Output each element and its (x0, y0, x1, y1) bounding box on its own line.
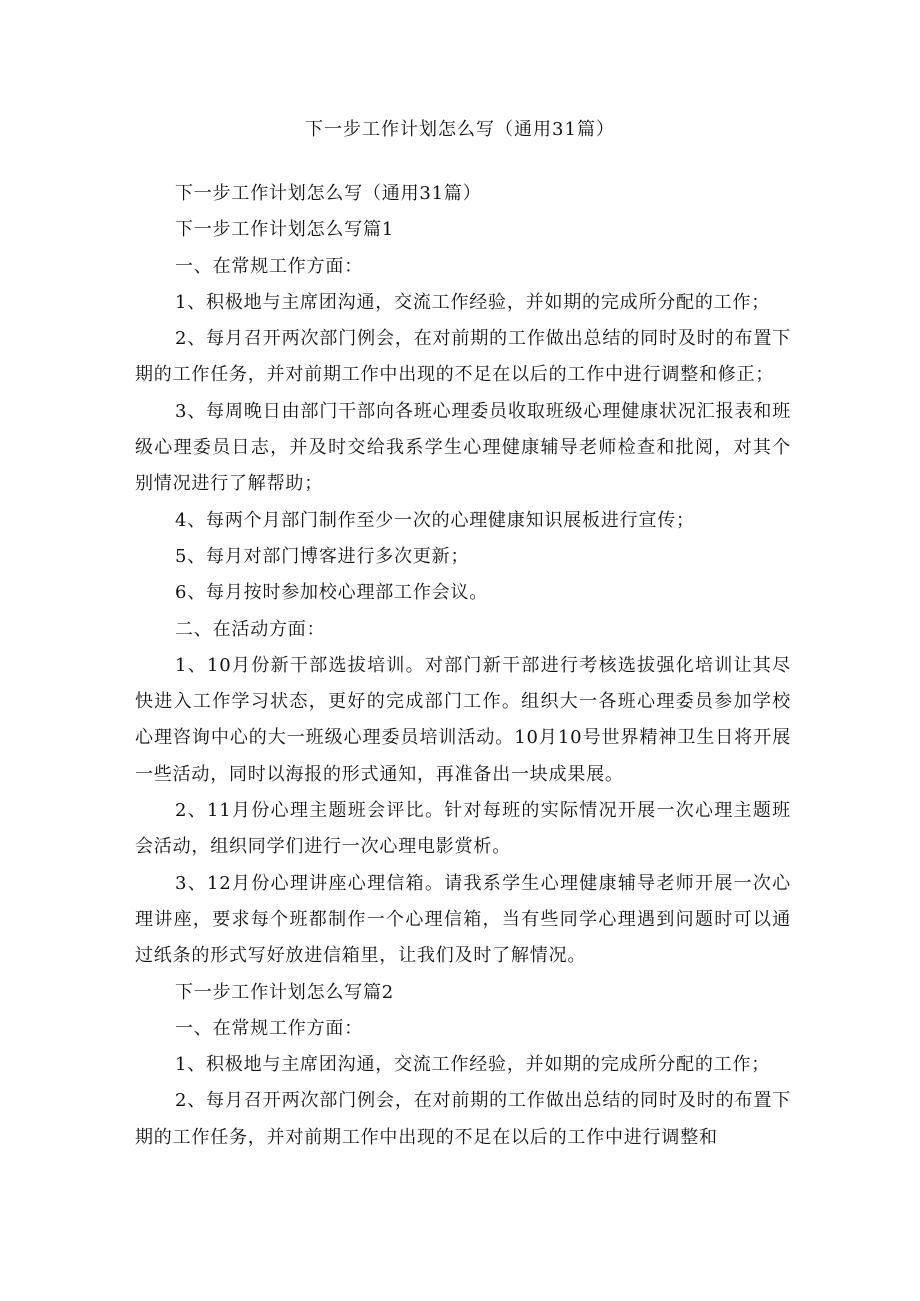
list-item: 6、每月按时参加校心理部工作会议。 (175, 582, 489, 604)
list-item: 1、10月份新干部选拔培训。对部门新干部进行考核选拔强化培训让其尽快进入工作学习状态，更好的完成部门工作。组织大一各班心理委员参加学校心理咨询中心的大一班级心理委员培训活动。10月10号世界精神卫生日将开展一些活动，同时以海报的形式通知，再准备出一块成果展。 (135, 654, 791, 785)
paragraph-subtitle: 下一步工作计划怎么写（通用31篇） (175, 183, 482, 204)
subheading-activities: 二、在活动方面： (175, 618, 326, 640)
section-heading-part2: 下一步工作计划怎么写篇2 (175, 981, 395, 1003)
list-item: 3、每周晚日由部门干部向各班心理委员收取班级心理健康状况汇报表和班级心理委员日志，并及时交给我系学生心理健康辅导老师检查和批阅，对其个别情况进行了解帮助； (135, 400, 791, 495)
list-item: 5、每月对部门博客进行多次更新； (175, 545, 470, 567)
list-item: 2、每月召开两次部门例会，在对前期的工作做出总结的同时及时的布置下期的工作任务，并对前期工作中出现的不足在以后的工作中进行调整和修正； (135, 328, 791, 386)
document-title: 下一步工作计划怎么写（通用31篇） (305, 119, 615, 140)
list-item: 3、12月份心理讲座心理信箱。请我系学生心理健康辅导老师开展一次心理讲座，要求每个班都制作一个心理信箱，当有些同学心理遇到问题时可以通过纸条的形式写好放进信箱里，让我们及时了解情况。 (135, 872, 791, 967)
section-heading-part1: 下一步工作计划怎么写篇1 (175, 219, 395, 241)
list-item: 4、每两个月部门制作至少一次的心理健康知识展板进行宣传； (175, 509, 695, 531)
document-body (135, 176, 791, 1156)
list-item: 1、积极地与主席团沟通，交流工作经验，并如期的完成所分配的工作； (175, 1054, 771, 1076)
subheading-routine-work: 一、在常规工作方面： (175, 1017, 363, 1039)
list-item: 2、11月份心理主题班会评比。针对每班的实际情况开展一次心理主题班会活动，组织同学们进行一次心理电影赏析。 (135, 800, 791, 858)
subheading-routine-work: 一、在常规工作方面： (175, 255, 363, 277)
list-item: 1、积极地与主席团沟通，交流工作经验，并如期的完成所分配的工作； (175, 291, 771, 313)
list-item: 2、每月召开两次部门例会，在对前期的工作做出总结的同时及时的布置下期的工作任务，并对前期工作中出现的不足在以后的工作中进行调整和 (135, 1090, 791, 1148)
